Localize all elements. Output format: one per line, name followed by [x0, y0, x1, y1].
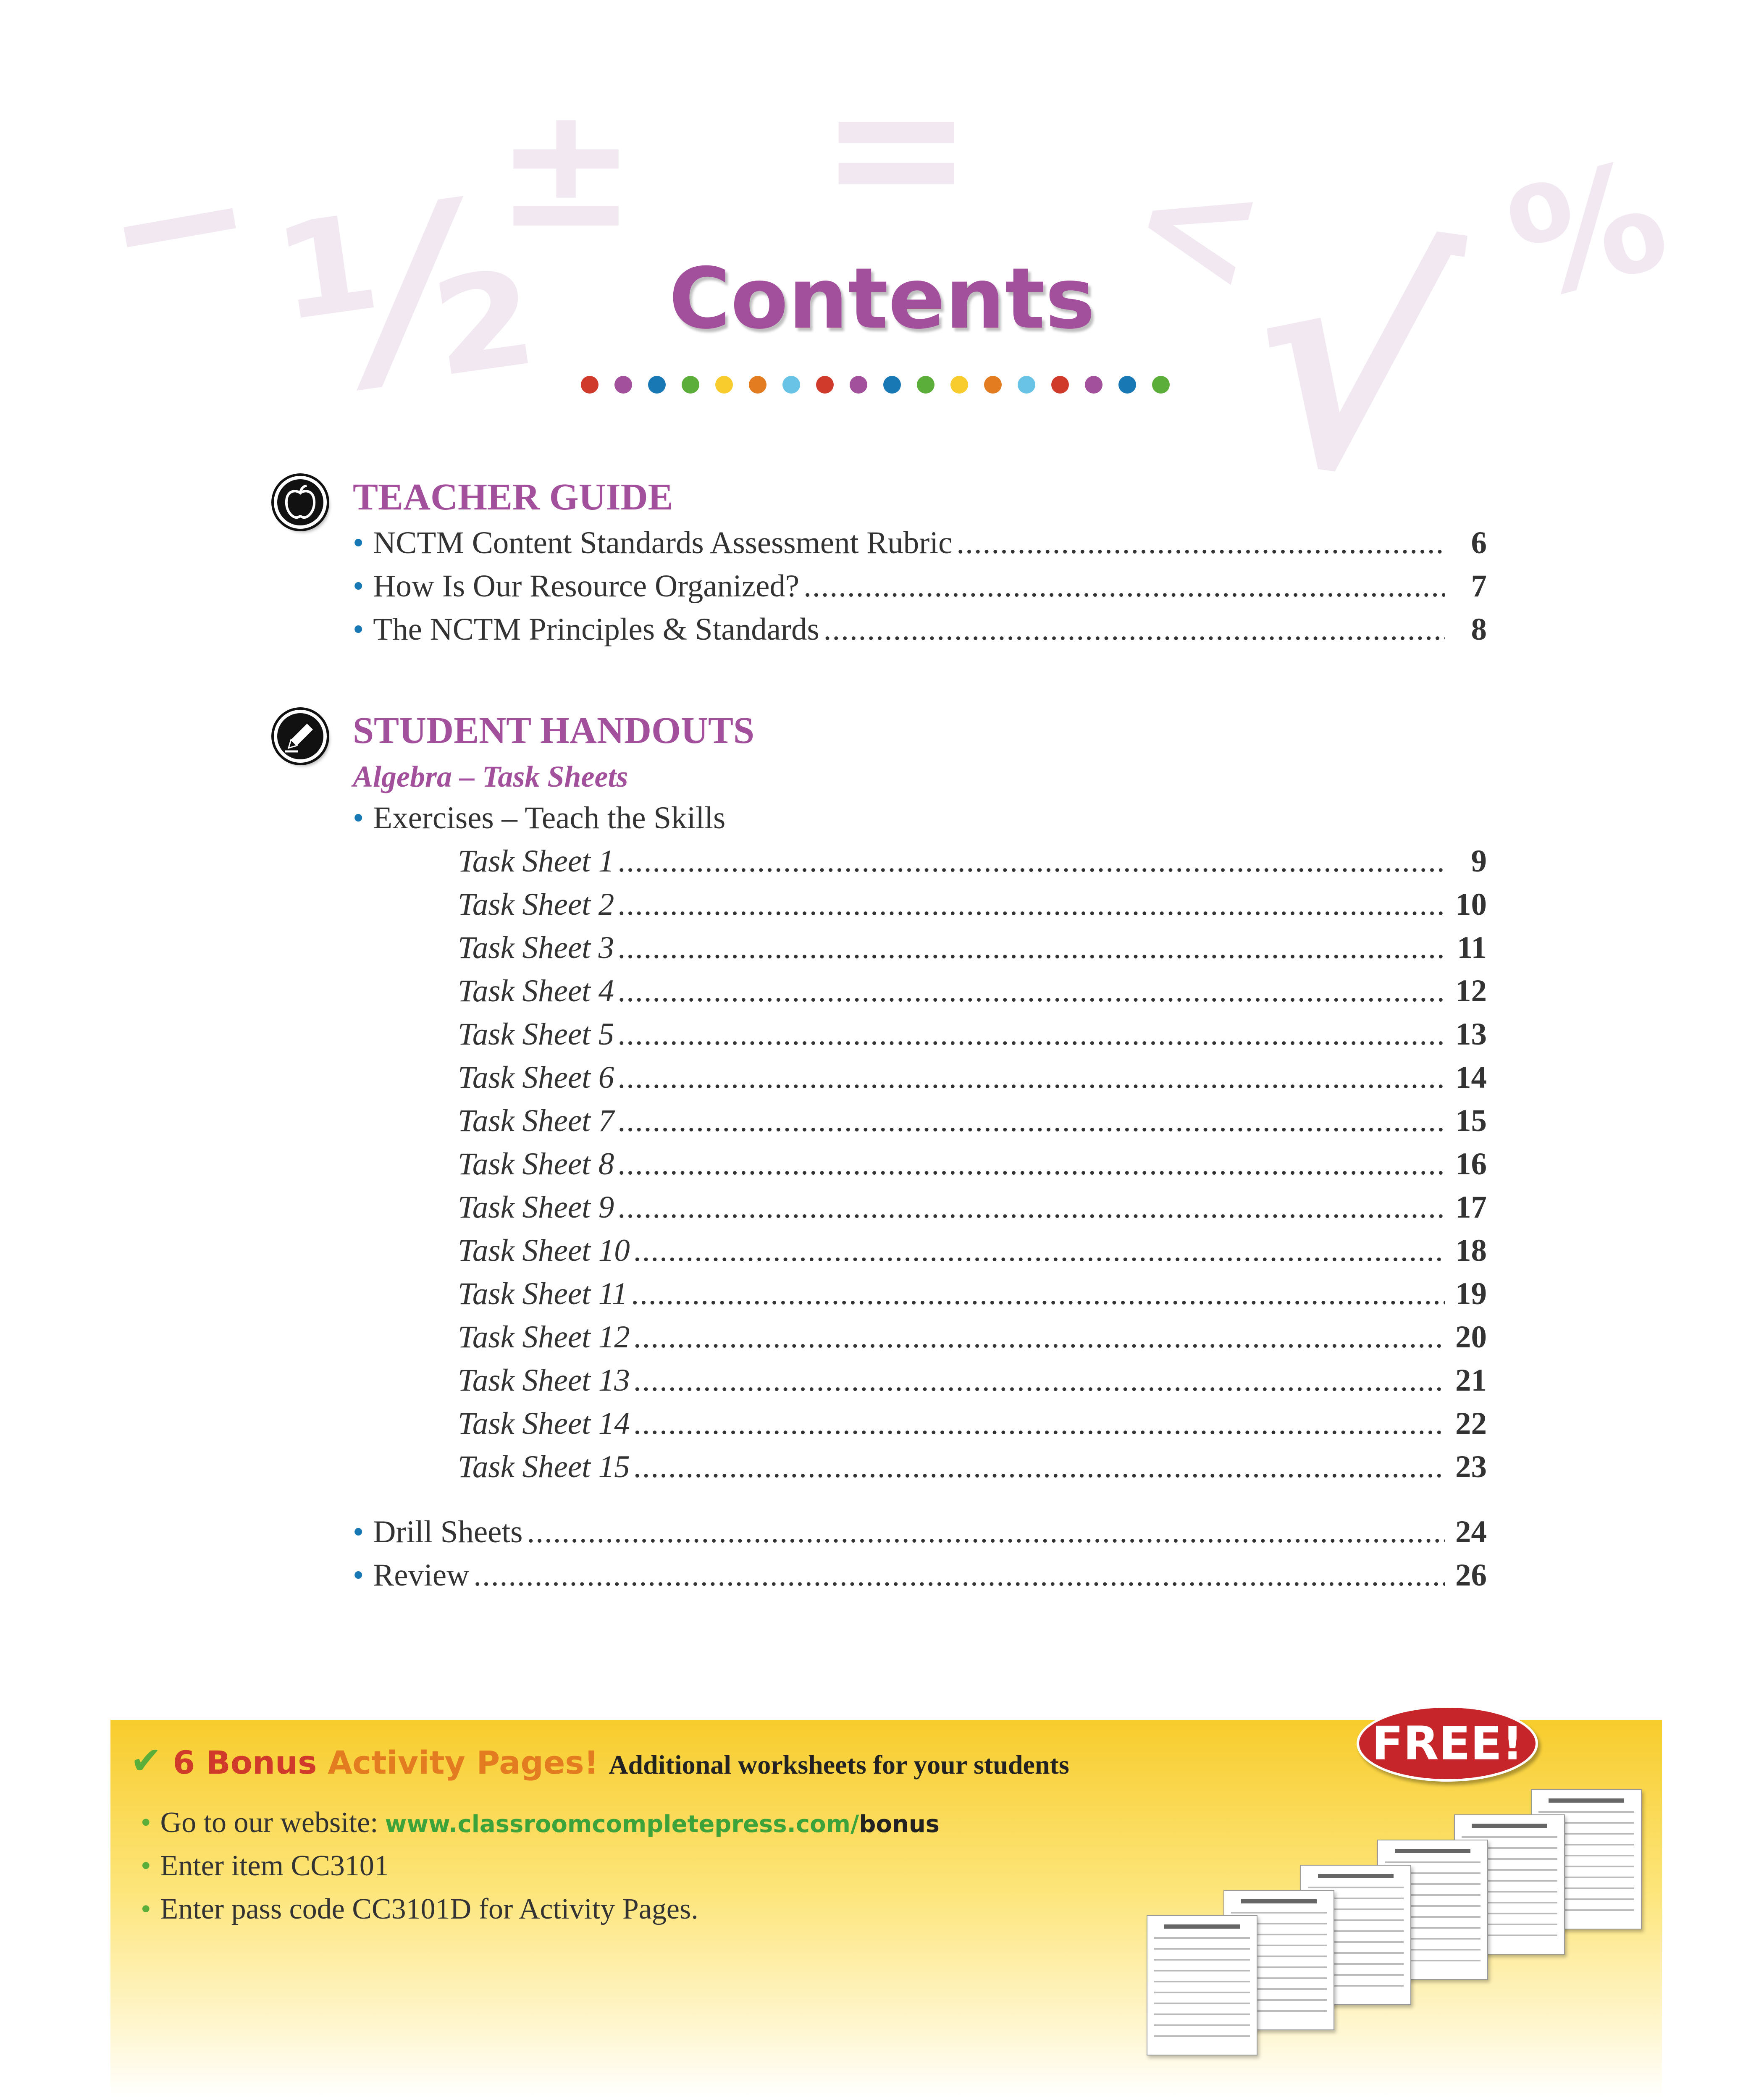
bonus-line-prefix: Go to our website:	[160, 1806, 378, 1839]
thumbnail-text-line	[1154, 2024, 1250, 2026]
task-sheet-entry[interactable]	[458, 1276, 1487, 1312]
dot-leader	[618, 930, 1445, 966]
task-sheet-page: 16	[1455, 1147, 1487, 1181]
dot-leader	[632, 1276, 1445, 1312]
color-dots-divider	[581, 376, 1170, 394]
bg-plusminus-symbol: ±	[496, 70, 637, 265]
checkmark-icon: ✔	[130, 1739, 162, 1783]
toc-entry-page: 7	[1471, 569, 1487, 604]
task-sheet-label: Task Sheet 7	[458, 1103, 614, 1138]
task-sheet-label: Task Sheet 4	[458, 974, 614, 1008]
toc-entry-label: Drill Sheets	[373, 1515, 523, 1549]
activity-page-thumbnail	[1147, 1915, 1257, 2055]
bg-lessthan-symbol: <	[1113, 125, 1281, 328]
task-sheet-label: Task Sheet 6	[458, 1060, 614, 1095]
bullet: •	[141, 1806, 151, 1839]
bullet: •	[353, 801, 364, 835]
thumbnail-text-line	[1154, 2013, 1250, 2015]
dot-leader	[634, 1406, 1445, 1442]
thumbnail-text-line	[1154, 1992, 1250, 1993]
bg-percent-symbol: %	[1491, 126, 1684, 336]
bg-minus-symbol: −	[88, 108, 270, 336]
bg-equals-symbol: =	[819, 39, 974, 255]
color-dot	[917, 376, 934, 394]
thumbnail-text-line	[1538, 1811, 1634, 1813]
task-sheet-label: Task Sheet 3	[458, 930, 614, 965]
task-sheet-page: 9	[1471, 844, 1487, 879]
dot-leader	[634, 1449, 1445, 1485]
free-badge: FREE!	[1357, 1705, 1538, 1782]
task-sheet-page: 19	[1455, 1276, 1487, 1311]
student-handouts-subheading: Algebra – Task Sheets	[353, 760, 628, 793]
bullet: •	[353, 612, 364, 647]
task-sheet-entry[interactable]	[458, 1449, 1487, 1485]
bullet: •	[141, 1850, 151, 1882]
task-sheet-entry[interactable]	[458, 1189, 1487, 1226]
toc-entry-page: 8	[1471, 612, 1487, 647]
color-dot	[1085, 376, 1102, 394]
color-dot	[850, 376, 867, 394]
task-sheet-page: 11	[1457, 930, 1487, 965]
dot-leader	[618, 1016, 1445, 1053]
color-dot	[950, 376, 968, 394]
color-dot	[883, 376, 901, 394]
toc-entry-label: The NCTM Principles & Standards	[373, 612, 819, 647]
task-sheet-label: Task Sheet 12	[458, 1320, 630, 1354]
task-sheet-entry[interactable]	[458, 1406, 1487, 1442]
task-sheet-page: 17	[1455, 1190, 1487, 1225]
bullet: •	[353, 1515, 364, 1549]
exercises-label: Exercises – Teach the Skills	[373, 801, 726, 835]
thumbnail-header-bar	[1318, 1874, 1394, 1878]
bonus-tagline: Additional worksheets for your students	[609, 1750, 1069, 1780]
task-sheet-label: Task Sheet 14	[458, 1406, 630, 1441]
dot-leader	[618, 1103, 1445, 1139]
task-sheet-label: Task Sheet 1	[458, 844, 614, 879]
task-sheet-entry[interactable]	[458, 1016, 1487, 1053]
thumbnail-header-bar	[1549, 1798, 1624, 1803]
task-sheet-entry[interactable]	[458, 887, 1487, 923]
color-dot	[816, 376, 834, 394]
thumbnail-text-line	[1154, 1970, 1250, 1971]
dot-leader	[618, 887, 1445, 923]
task-sheet-label: Task Sheet 13	[458, 1363, 630, 1398]
dot-leader	[618, 1189, 1445, 1226]
dot-leader	[634, 1362, 1445, 1399]
dot-leader	[634, 1319, 1445, 1355]
bonus-item-line	[141, 1849, 389, 1883]
dot-leader	[803, 568, 1445, 604]
teacher-guide-heading: TEACHER GUIDE	[353, 476, 673, 518]
thumbnail-header-bar	[1164, 1924, 1240, 1929]
color-dot	[648, 376, 666, 394]
thumbnail-text-line	[1462, 1836, 1557, 1838]
toc-entry-page: 26	[1455, 1558, 1487, 1593]
task-sheet-page: 18	[1455, 1233, 1487, 1268]
task-sheet-page: 21	[1455, 1363, 1487, 1398]
task-sheet-page: 10	[1455, 887, 1487, 922]
task-sheet-label: Task Sheet 5	[458, 1017, 614, 1052]
toc-entry[interactable]	[353, 1514, 1487, 1550]
toc-entry[interactable]	[353, 525, 1487, 561]
task-sheet-entry[interactable]	[458, 973, 1487, 1009]
toc-entry[interactable]	[353, 568, 1487, 604]
thumbnail-text-line	[1154, 1959, 1250, 1961]
thumbnail-header-bar	[1472, 1824, 1547, 1828]
thumbnail-text-line	[1385, 1861, 1480, 1863]
task-sheet-label: Task Sheet 10	[458, 1233, 630, 1268]
pencil-icon	[274, 710, 327, 763]
bullet: •	[141, 1893, 151, 1925]
bonus-website-line	[141, 1806, 940, 1840]
bonus-item-text: Enter item CC3101	[160, 1850, 389, 1882]
bg-sqrt-symbol: √	[1228, 182, 1471, 549]
bg-half-symbol: ½	[268, 145, 547, 451]
bullet: •	[353, 525, 364, 560]
bullet: •	[353, 1558, 364, 1593]
dot-leader	[473, 1557, 1445, 1593]
student-handouts-heading: STUDENT HANDOUTS	[353, 710, 755, 751]
color-dot	[614, 376, 632, 394]
dot-leader	[824, 612, 1445, 648]
thumbnail-text-line	[1154, 1937, 1250, 1939]
toc-entry-page: 24	[1455, 1515, 1487, 1549]
task-sheet-entry[interactable]	[458, 1060, 1487, 1096]
thumbnail-text-line	[1308, 1887, 1404, 1888]
task-sheet-label: Task Sheet 15	[458, 1449, 630, 1484]
dot-leader	[634, 1233, 1445, 1269]
thumbnail-header-bar	[1395, 1849, 1470, 1853]
color-dot	[715, 376, 733, 394]
color-dot	[1152, 376, 1170, 394]
dot-leader	[618, 1060, 1445, 1096]
task-sheet-entry[interactable]	[458, 1319, 1487, 1355]
task-sheet-page: 14	[1455, 1060, 1487, 1095]
dot-leader	[618, 843, 1445, 879]
task-sheet-entry[interactable]	[458, 1103, 1487, 1139]
color-dot	[682, 376, 699, 394]
task-sheet-page: 20	[1455, 1320, 1487, 1354]
color-dot	[749, 376, 766, 394]
color-dot	[1118, 376, 1136, 394]
task-sheet-entry[interactable]	[458, 1233, 1487, 1269]
task-sheet-entry[interactable]	[458, 843, 1487, 879]
exercises-entry[interactable]	[353, 800, 1487, 836]
thumbnail-text-line	[1154, 2035, 1250, 2037]
toc-entry[interactable]	[353, 1557, 1487, 1593]
page-title: Contents	[669, 250, 1095, 348]
color-dot	[581, 376, 598, 394]
task-sheet-label: Task Sheet 11	[458, 1276, 628, 1311]
task-sheet-label: Task Sheet 2	[458, 887, 614, 922]
bonus-count: 6 Bonus	[173, 1744, 317, 1781]
color-dot	[1018, 376, 1035, 394]
task-sheet-entry[interactable]	[458, 1362, 1487, 1399]
toc-entry-label: How Is Our Resource Organized?	[373, 569, 800, 604]
dot-leader	[618, 973, 1445, 1009]
website-link[interactable]: www.classroomcompletepress.com/	[385, 1811, 859, 1838]
toc-entry[interactable]	[353, 612, 1487, 648]
thumbnail-text-line	[1154, 2003, 1250, 2004]
task-sheet-label: Task Sheet 8	[458, 1147, 614, 1181]
bonus-passcode-text: Enter pass code CC3101D for Activity Pages.	[160, 1893, 698, 1925]
color-dot	[1051, 376, 1069, 394]
bullet: •	[353, 569, 364, 604]
task-sheet-page: 23	[1455, 1449, 1487, 1484]
dot-leader	[618, 1146, 1445, 1182]
task-sheet-page: 13	[1455, 1017, 1487, 1052]
thumbnail-text-line	[1231, 1912, 1327, 1914]
bonus-activity-pages: Activity Pages!	[328, 1744, 599, 1781]
color-dot	[984, 376, 1002, 394]
thumbnail-header-bar	[1241, 1899, 1317, 1903]
task-sheet-entry[interactable]	[458, 930, 1487, 966]
thumbnail-text-line	[1154, 1981, 1250, 1982]
bonus-passcode-line	[141, 1893, 698, 1926]
bonus-heading	[130, 1739, 1069, 1783]
dot-leader	[956, 525, 1445, 561]
toc-entry-label: NCTM Content Standards Assessment Rubric	[373, 525, 953, 560]
apple-icon	[274, 476, 327, 529]
website-link-bonus[interactable]: bonus	[859, 1811, 940, 1838]
task-sheet-page: 22	[1455, 1406, 1487, 1441]
thumbnail-text-line	[1154, 1948, 1250, 1950]
toc-entry-page: 6	[1471, 525, 1487, 560]
color-dot	[782, 376, 800, 394]
task-sheet-page: 15	[1455, 1103, 1487, 1138]
dot-leader	[527, 1514, 1445, 1550]
task-sheet-label: Task Sheet 9	[458, 1190, 614, 1225]
task-sheet-entry[interactable]	[458, 1146, 1487, 1182]
toc-entry-label: Review	[373, 1558, 470, 1593]
task-sheet-page: 12	[1455, 974, 1487, 1008]
